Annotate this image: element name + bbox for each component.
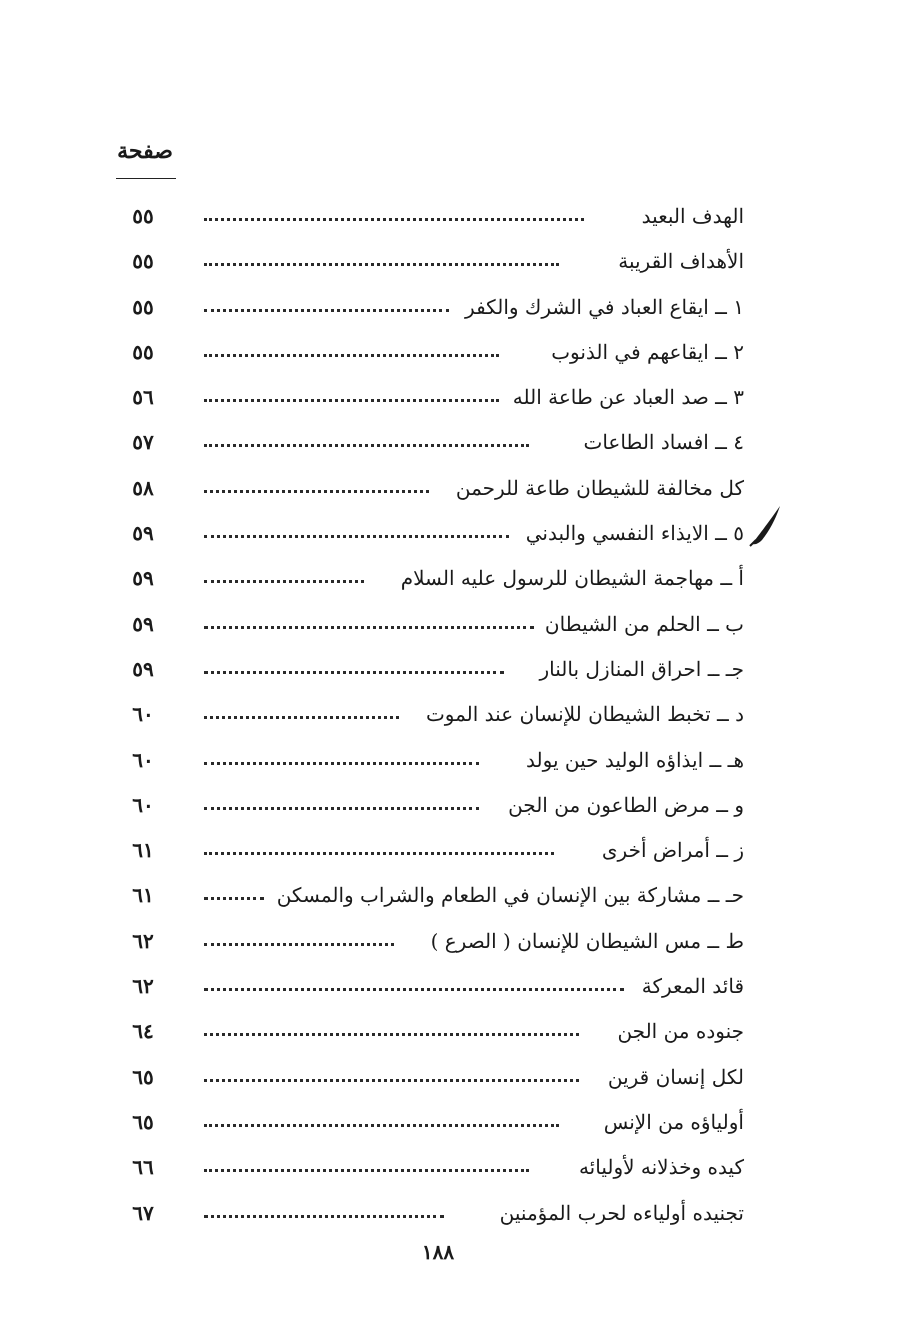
- dot-leader: [204, 580, 364, 583]
- toc-entry-title: قائد المعركة: [641, 974, 744, 999]
- toc-entry: [0, 239, 916, 284]
- toc-entry-page: ٦٥: [132, 1064, 154, 1089]
- toc-entry-page: ٦١: [132, 883, 154, 908]
- dot-leader: [204, 1215, 444, 1218]
- toc-entry: [0, 647, 916, 692]
- toc-entry-title: ٤ ــ افساد الطاعات: [583, 430, 744, 455]
- table-of-contents: [0, 194, 916, 1236]
- toc-entry: [0, 556, 916, 601]
- toc-entry-title: كيده وخذلانه لأوليائه: [578, 1155, 744, 1180]
- toc-entry-title: أ ــ مهاجمة الشيطان للرسول عليه السلام: [400, 566, 744, 591]
- toc-entry: [0, 964, 916, 1009]
- toc-entry-title: ٥ ــ الايذاء النفسي والبدني: [525, 521, 744, 546]
- toc-entry-page: ٦٥: [132, 1109, 154, 1134]
- toc-entry-title: كل مخالفة للشيطان طاعة للرحمن: [455, 475, 744, 500]
- dot-leader: [204, 671, 504, 674]
- dot-leader: [204, 263, 559, 266]
- toc-entry-title: ٢ ــ ايقاعهم في الذنوب: [551, 339, 744, 364]
- toc-entry: [0, 783, 916, 828]
- toc-entry-title: د ــ تخبط الشيطان للإنسان عند الموت: [425, 702, 744, 727]
- dot-leader: [204, 1079, 579, 1082]
- toc-entry-page: ٦٧: [132, 1200, 154, 1225]
- toc-entry-title: ٣ ــ صد العباد عن طاعة الله: [512, 385, 744, 410]
- toc-entry-page: ٥٥: [132, 204, 154, 228]
- toc-entry: [0, 692, 916, 737]
- toc-entry-title: جـ ــ احراق المنازل بالنار: [539, 656, 744, 681]
- dot-leader: [204, 1124, 559, 1127]
- toc-entry: [0, 738, 916, 783]
- dot-leader: [204, 852, 554, 855]
- toc-entry: [0, 602, 916, 647]
- toc-entry-title: ١ ــ ايقاع العباد في الشرك والكفر: [465, 294, 744, 319]
- pen-mark-icon: [748, 500, 788, 550]
- dot-leader: [204, 444, 529, 447]
- dot-leader: [204, 490, 429, 493]
- toc-entry-title: الهدف البعيد: [641, 204, 744, 228]
- toc-entry-title: لكل إنسان قرين: [607, 1064, 744, 1089]
- toc-entry-page: ٦٠: [132, 747, 154, 772]
- toc-entry-title: و ــ مرض الطاعون من الجن: [508, 792, 744, 817]
- toc-entry-page: ٦٠: [132, 702, 154, 727]
- toc-entry-page: ٦٢: [132, 928, 154, 953]
- toc-entry-page: ٥٩: [132, 611, 154, 636]
- toc-entry-title: ز ــ أمراض أخرى: [601, 838, 744, 863]
- dot-leader: [204, 807, 479, 810]
- toc-entry-page: ٥٩: [132, 656, 154, 681]
- toc-entry: [0, 1055, 916, 1100]
- toc-entry-title: تجنيده أولياءه لحرب المؤمنين: [499, 1200, 744, 1225]
- toc-entry-title: أولياؤه من الإنس: [603, 1109, 744, 1134]
- dot-leader: [204, 988, 624, 991]
- dot-leader: [204, 354, 499, 357]
- toc-entry-page: ٦٤: [132, 1019, 154, 1044]
- dot-leader: [204, 218, 584, 221]
- toc-entry-title: الأهداف القريبة: [618, 249, 744, 274]
- toc-entry-page: ٥٥: [132, 294, 154, 319]
- toc-entry-page: ٦٢: [132, 974, 154, 999]
- dot-leader: [204, 943, 394, 946]
- toc-entry: [0, 1100, 916, 1145]
- dot-leader: [204, 1169, 529, 1172]
- dot-leader: [204, 626, 534, 629]
- toc-entry: [0, 919, 916, 964]
- toc-entry-page: ٦٦: [132, 1155, 154, 1180]
- toc-entry-title: جنوده من الجن: [617, 1019, 744, 1044]
- dot-leader: [204, 309, 449, 312]
- toc-entry: [0, 194, 916, 239]
- toc-entry: [0, 375, 916, 420]
- dot-leader: [204, 535, 509, 538]
- toc-entry-title: ط ــ مس الشيطان للإنسان ( الصرع ): [430, 928, 744, 953]
- page-column-heading: صفحة: [117, 138, 173, 164]
- toc-entry-page: ٥٩: [132, 521, 154, 546]
- toc-entry: [0, 285, 916, 330]
- toc-entry-title: حـ ــ مشاركة بين الإنسان في الطعام والشراب والمسكن: [276, 883, 744, 908]
- dot-leader: [204, 762, 479, 765]
- toc-entry: [0, 828, 916, 873]
- toc-entry: [0, 1145, 916, 1190]
- page-number: ١٨٨: [421, 1240, 455, 1264]
- toc-entry: [0, 873, 916, 918]
- toc-entry-page: ٥٥: [132, 249, 154, 274]
- toc-entry: [0, 330, 916, 375]
- dot-leader: [204, 897, 264, 900]
- toc-entry-page: ٥٧: [132, 430, 154, 455]
- toc-entry-title: ب ــ الحلم من الشيطان: [544, 611, 744, 636]
- toc-entry-page: ٥٩: [132, 566, 154, 591]
- toc-entry-page: ٦١: [132, 838, 154, 863]
- dot-leader: [204, 716, 399, 719]
- toc-entry-page: ٥٦: [132, 385, 154, 410]
- toc-entry-page: ٦٠: [132, 792, 154, 817]
- toc-entry: [0, 1191, 916, 1236]
- dot-leader: [204, 399, 499, 402]
- toc-entry-title: هـ ــ ايذاؤه الوليد حين يولد: [526, 747, 744, 772]
- heading-underline: [116, 178, 176, 179]
- dot-leader: [204, 1033, 579, 1036]
- toc-entry: [0, 1009, 916, 1054]
- toc-entry: [0, 420, 916, 465]
- toc-entry-page: ٥٨: [132, 475, 154, 500]
- toc-entry-page: ٥٥: [132, 339, 154, 364]
